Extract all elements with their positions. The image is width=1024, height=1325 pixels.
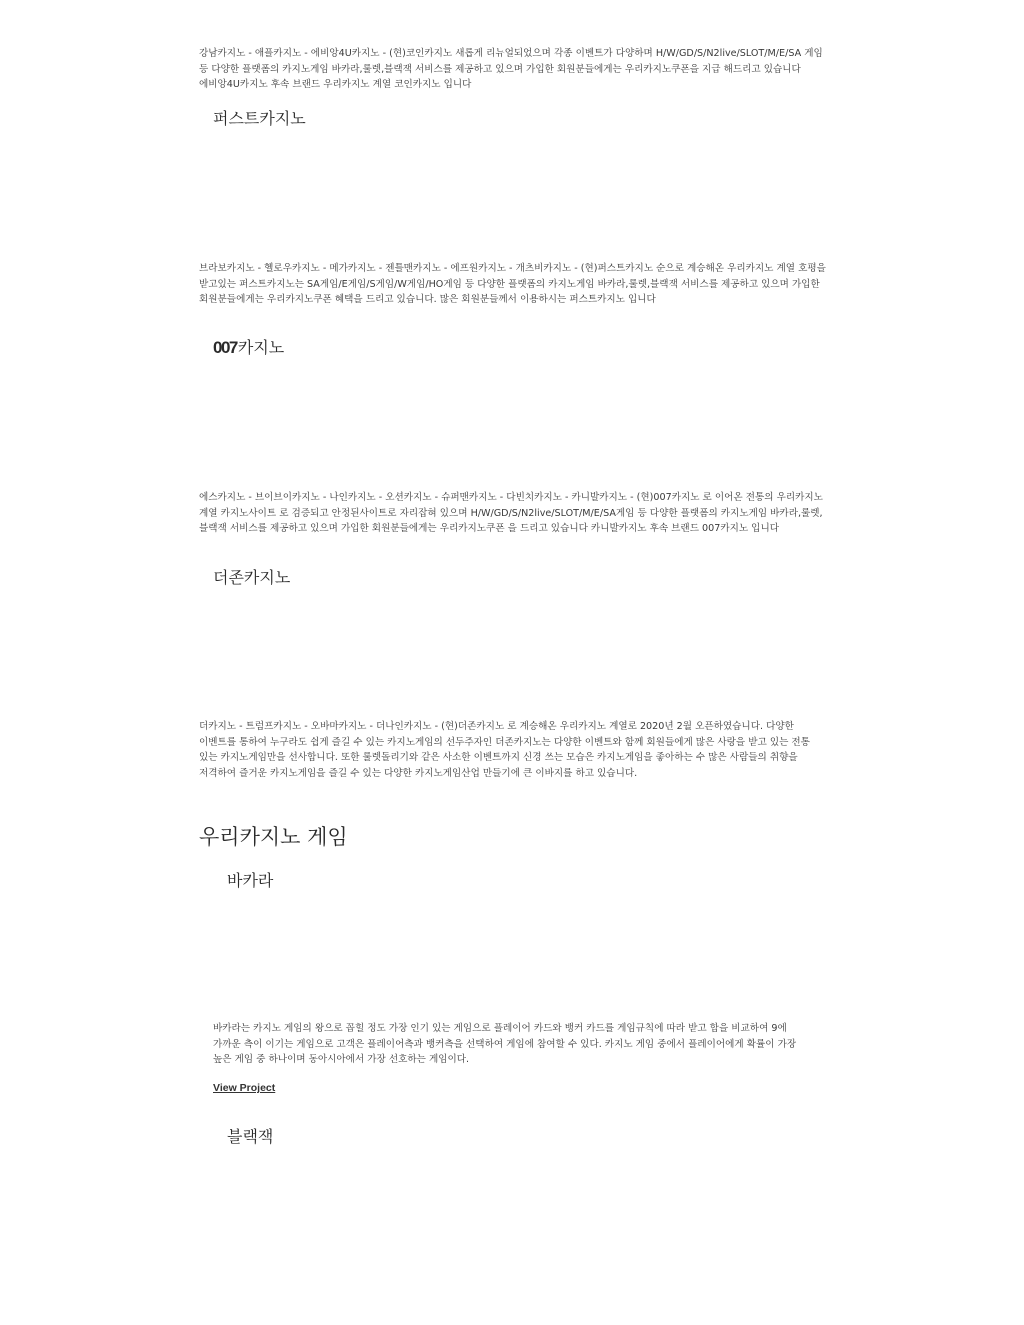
casino-description-007: 에스카지노 - 브이브이카지노 - 나인카지노 - 오션카지노 - 슈퍼맨카지노 - 다빈치카지노 - 카니발카지노 - (현)007카지노 로 이어온 전통의 우리카지노 계열 카지노사이트 로 검증되고 안정된사이트로 자리잡혀 있으며 H/W/GD/S/N2live/SLOT/M/E/SA게임 등 다양한 플랫폼의 카지노게임 바카라,룰렛,블랙잭 서비스를 제공하고 있으며 가입한 회원분들에게는 우리카지노쿠폰 을 드리고 있습니다 카니발카지노 후속 브랜드 007카지노 입니다 [199, 492, 823, 534]
casino-image-007 [213, 368, 813, 480]
casino-description-thezone: 더카지노 - 트럼프카지노 - 오바마카지노 - 더나인카지노 - (현)더존카지노 로 계승해온 우리카지노 계열로 2020년 2월 오픈하였습니다. 다양한 이벤트를 통하여 누구라도 쉽게 즐길 수 있는 카지노게임의 선두주자인 더존카지노는 다양한 이벤트와 함께 회원들에게 많은 사랑을 받고 있는 전통 있는 카지노게임만을 선사합니다. 또한 룰렛돌리기와 같은 사소한 이벤트까지 신경 쓰는 모습은 카지노게임을 좋아하는 수 많은 사람들의 취향을 저격하여 즐거운 카지노게임을 즐길 수 있는 다양한 카지노게임산업 만들기에 큰 이바지를 하고 있습니다. [199, 721, 810, 779]
casino-title-thezone: 더존카지노 [213, 568, 291, 587]
casino-title-007 [213, 337, 284, 359]
game-title-baccarat: 바카라 [227, 871, 274, 890]
view-project-link[interactable]: View Project [213, 1082, 276, 1094]
casino-title-007-number: 007 [213, 338, 237, 357]
game-image-blackjack [213, 1158, 813, 1270]
casino-title-007-suffix: 카지노 [237, 338, 285, 357]
casino-image-first [213, 140, 813, 252]
casino-description-first: 브라보카지노 - 헬로우카지노 - 메가카지노 - 젠틀맨카지노 - 에프원카지노 - 개츠비카지노 - (현)퍼스트카지노 순으로 계승해온 우리카지노 계열 호평을 받고있는 퍼스트카지노는 SA게임/E게임/S게임/W게임/HO게임 등 다양한 플랫폼의 카지노게임 바카라,룰렛,블랙잭 서비스를 제공하고 있으며 가입한 회원분들에게는 우리카지노쿠폰 혜택을 드리고 있습니다. 많은 회원분들께서 이용하시는 퍼스트카지노 입니다 [199, 263, 826, 305]
game-title-blackjack: 블랙잭 [227, 1127, 274, 1146]
games-section-title: 우리카지노 게임 [199, 825, 348, 849]
casino-title-first: 퍼스트카지노 [213, 109, 306, 128]
casino-image-thezone [213, 598, 813, 710]
intro-paragraph: 강남카지노 - 애플카지노 - 에비앙4U카지노 - (현)코인카지노 새롭게 리뉴얼되었으며 각종 이벤트가 다양하며 H/W/GD/S/N2live/SLOT/M/E/SA 게임 등 다양한 플랫폼의 카지노게임 바카라,룰렛,블랙잭 서비스를 제공하고 있으며 가입한 회원분들에게는 우리카지노쿠폰을 지급 해드리고 있습니다 에비앙4U카지노 후속 브랜드 우리카지노 계열 코인카지노 입니다 [199, 48, 823, 90]
game-description-baccarat: 바카라는 카지노 게임의 왕으로 꼽힐 정도 가장 인기 있는 게임으로 플레이어 카드와 뱅커 카드를 게임규칙에 따라 받고 합을 비교하여 9에 가까운 측이 이기는 게임으로 고객은 플레이어측과 뱅커측을 선택하여 게임에 참여할 수 있다. 카지노 게임 중에서 플레이어에게 확률이 가장 높은 게임 중 하나이며 동아시아에서 가장 선호하는 게임이다. [213, 1023, 797, 1065]
game-image-baccarat [213, 900, 813, 1012]
